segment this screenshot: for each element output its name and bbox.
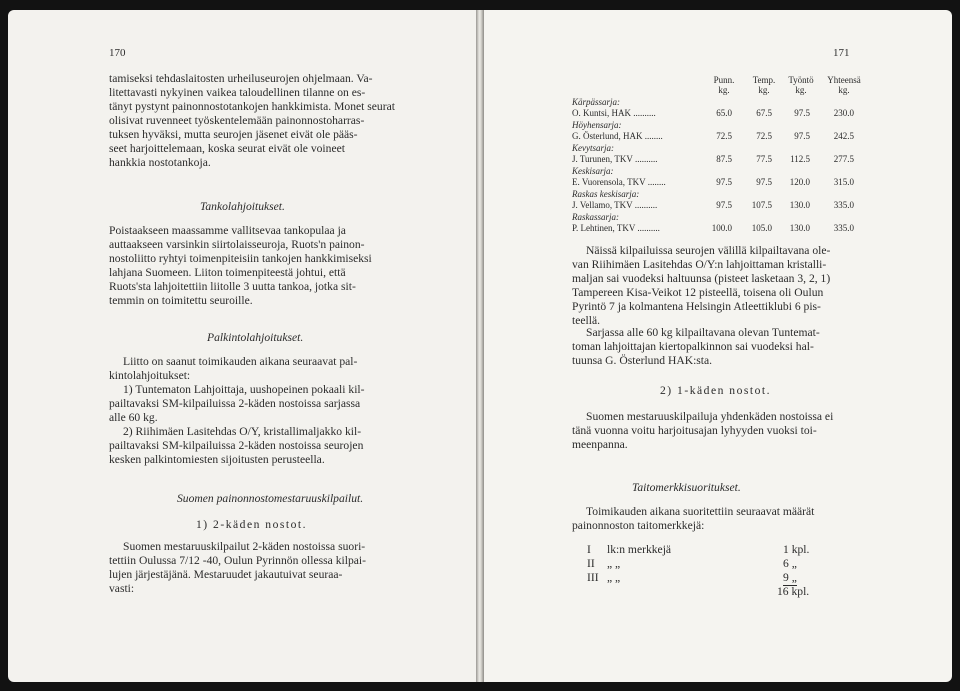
text-line: maljan sai vuodeksi haltuunsa (pisteet lasketaan 3, 2, 1) [572, 272, 831, 285]
cell: 77.5 [756, 154, 772, 164]
cell: 242.5 [833, 131, 854, 141]
category-label: Raskas keskisarja: [572, 189, 640, 199]
cell: 120.0 [789, 177, 810, 187]
text-line: teellä. [572, 314, 600, 327]
text-line: Suomen mestaruuskilpailuja yhdenkäden nostoissa ei [586, 410, 834, 423]
text-line: litettavasti nykyinen vaikea taloudellinen tilanne on es- [109, 86, 366, 99]
subsection-heading: 2) 1-käden nostot. [660, 384, 772, 397]
text-line: seet harjoittelemaan, koska seurat eivät ole voineet [109, 142, 345, 155]
cell: 97.5 [716, 200, 732, 210]
cell: 97.5 [756, 177, 772, 187]
text-line: kintolahjoitukset: [109, 369, 191, 382]
text-line: tuunsa G. Österlund HAK:sta. [572, 354, 713, 367]
left-page [8, 10, 476, 682]
table-row: P. Lehtinen, TKV .......... 100.0 105.0 130.0 335.0 [572, 223, 854, 233]
badge-class: I [587, 543, 591, 556]
badge-label: lk:n merkkejä [607, 543, 672, 556]
cell: 335.0 [833, 200, 854, 210]
header-label: Yhteensä [827, 75, 861, 85]
cell: 105.0 [751, 223, 772, 233]
badge-class: III [587, 571, 599, 584]
table-header [782, 75, 820, 95]
category-label: Kevytsarja: [572, 143, 614, 153]
subsection-heading: 1) 2-käden nostot. [196, 518, 308, 531]
text-line: auttaakseen varsinkin siirtolaisseuroja, Ruots'n painon- [109, 238, 365, 251]
badge-label: „ „ [607, 571, 621, 584]
cell: 335.0 [833, 223, 854, 233]
badge-label: „ „ [607, 557, 621, 570]
badge-count: 1 kpl. [783, 543, 810, 556]
cell: 130.0 [789, 200, 810, 210]
text-line: lujen järjestäjänä. Mestaruudet jakautuivat seuraa- [109, 568, 343, 581]
table-row: E. Vuorensola, TKV ........ 97.5 97.5 120.0 315.0 [572, 177, 854, 187]
text-line: meenpanna. [572, 438, 628, 451]
table-row: J. Turunen, TKV .......... 87.5 77.5 112.5 277.5 [572, 154, 854, 164]
text-line: olisivat ruvenneet työskentelemään painonnostoharras- [109, 114, 365, 127]
text-line: tettiin Oulussa 7/12 -40, Oulun Pyrinnön ollessa kilpai- [109, 554, 366, 567]
text-line: Liitto on saanut toimikauden aikana seuraavat pal- [123, 355, 358, 368]
cell: 315.0 [833, 177, 854, 187]
badge-list [587, 543, 827, 599]
table-row: O. Kuntsi, HAK .......... 65.0 67.5 97.5 230.0 [572, 108, 854, 118]
text-line: tamiseksi tehdaslaitosten urheiluseurojen ohjelmaan. Va- [109, 72, 373, 85]
text-line: lahjana Suomeen. Liiton toimenpiteestä johtui, että [109, 266, 346, 279]
list-item [587, 571, 827, 585]
cell: 72.5 [756, 131, 772, 141]
cell: 97.5 [794, 108, 810, 118]
text-line: Suomen mestaruuskilpailut 2-käden nostoissa suori- [123, 540, 366, 553]
cell: 67.5 [756, 108, 772, 118]
text-line: nostoliitto ryhtyi toimenpiteisiin tankojen hankkimiseksi [109, 252, 372, 265]
text-line: 1) Tuntematon Lahjoittaja, uushopeinen pokaali kil- [123, 383, 365, 396]
text-line: pailtavaksi SM-kilpailuissa 2-käden nostoissa seurojen [109, 439, 364, 452]
cell: 112.5 [790, 154, 810, 164]
cell: 72.5 [716, 131, 732, 141]
section-heading: Tankolahjoitukset. [200, 200, 285, 213]
paragraph-trophy [572, 326, 912, 368]
table-header [820, 75, 868, 95]
header-label: Työntö [788, 75, 814, 85]
cell: 97.5 [716, 177, 732, 187]
text-line: Toimikauden aikana suoritettiin seuraavat määrät [586, 505, 815, 518]
text-line: painonnoston taitomerkkejä: [572, 519, 705, 532]
badge-class: II [587, 557, 595, 570]
text-line: Poistaakseen maassamme vallitsevaa tankopulaa ja [109, 224, 346, 237]
text-line: Näissä kilpailuissa seurojen välillä kilpailtavana ole- [586, 244, 831, 257]
athlete-name: P. Lehtinen, TKV [572, 223, 636, 233]
cell: 107.5 [751, 200, 772, 210]
header-label: Punn. [713, 75, 735, 85]
page-number: 170 [109, 47, 126, 59]
paragraph-team-results [572, 244, 912, 328]
cell: 87.5 [716, 154, 732, 164]
table-row: G. Österlund, HAK ........ 72.5 72.5 97.5 242.5 [572, 131, 854, 141]
list-total [587, 585, 827, 599]
cell: 130.0 [789, 223, 810, 233]
athlete-name: G. Österlund, HAK [572, 131, 643, 141]
badge-count: 9 „ [783, 571, 797, 584]
text-line: toman lahjoittajan kiertopalkinnon sai vuodeksi hal- [572, 340, 814, 353]
text-line: tänyt pystynt painonnostotankojen hankkimista. Monet seurat [109, 100, 395, 113]
paragraph-championships [109, 540, 439, 596]
header-label: Temp. [752, 75, 776, 85]
text-line: hankkia nostotankoja. [109, 156, 211, 169]
cell: 230.0 [833, 108, 854, 118]
text-line: tuksen hyväksi, mutta seurojen jäsenet eivät ole pääs- [109, 128, 358, 141]
header-unit: kg. [795, 85, 807, 95]
text-line: pailtavaksi SM-kilpailuissa 2-käden nostoissa sarjassa [109, 397, 361, 410]
category-label: Kärpässarja: [572, 97, 621, 107]
table-header [706, 75, 742, 95]
text-line: Tampereen Kisa-Veikot 12 pisteellä, toisena oli Oulun [572, 286, 824, 299]
athlete-name: O. Kuntsi, HAK [572, 108, 632, 118]
book-gutter [476, 10, 484, 682]
section-heading: Palkintolahjoitukset. [207, 331, 304, 344]
header-unit: kg. [758, 85, 770, 95]
text-line: van Riihimäen Lasitehdas O/Y:n lahjoittaman kristalli- [572, 258, 827, 271]
section-heading: Suomen painonnostomestaruuskilpailut. [177, 492, 364, 505]
text-line: kesken palkintomiesten sijoitusten perusteella. [109, 453, 325, 466]
list-item [587, 557, 827, 571]
category-label: Höyhensarja: [572, 120, 622, 130]
cell: 65.0 [716, 108, 732, 118]
paragraph-bar-donations [109, 224, 439, 308]
text-line: Pyrintö 7 ja kolmantena Helsingin Atleettiklubi 6 pis- [572, 300, 821, 313]
athlete-name: E. Vuorensola, TKV [572, 177, 646, 187]
category-label: Keskisarja: [572, 166, 614, 176]
paragraph-skill-badges [572, 505, 912, 533]
paragraph-intro [109, 72, 439, 170]
text-line: vasti: [109, 582, 135, 595]
text-line: 2) Riihimäen Lasitehdas O/Y, kristallimaljakko kil- [123, 425, 362, 438]
category-label: Raskassarja: [572, 212, 619, 222]
cell: 277.5 [833, 154, 854, 164]
page-number: 171 [833, 47, 850, 59]
right-page [484, 10, 952, 682]
table-row: J. Vellamo, TKV .......... 97.5 107.5 130.0 335.0 [572, 200, 854, 210]
text-line: Ruots'sta lahjoitettiin liitolle 3 uutta tankoa, jotka sit- [109, 280, 356, 293]
athlete-name: J. Vellamo, TKV [572, 200, 633, 210]
table-header [746, 75, 782, 95]
text-line: alle 60 kg. [109, 411, 158, 424]
cell: 97.5 [794, 131, 810, 141]
list-item [587, 543, 827, 557]
header-unit: kg. [838, 85, 850, 95]
header-unit: kg. [718, 85, 730, 95]
badge-total: 16 kpl. [777, 585, 810, 598]
text-line: temmin on toimitettu seuroille. [109, 294, 253, 307]
paragraph-prize-donations [109, 355, 439, 467]
text-line: tänä vuonna voitu harjoitusajan lyhyyden vuoksi toi- [572, 424, 817, 437]
badge-count: 6 „ [783, 557, 797, 570]
athlete-name: J. Turunen, TKV [572, 154, 633, 164]
cell: 100.0 [711, 223, 732, 233]
paragraph-one-hand [572, 410, 912, 452]
text-line: Sarjassa alle 60 kg kilpailtavana olevan Tuntemat- [586, 326, 820, 339]
section-heading: Taitomerkkisuoritukset. [632, 481, 741, 494]
